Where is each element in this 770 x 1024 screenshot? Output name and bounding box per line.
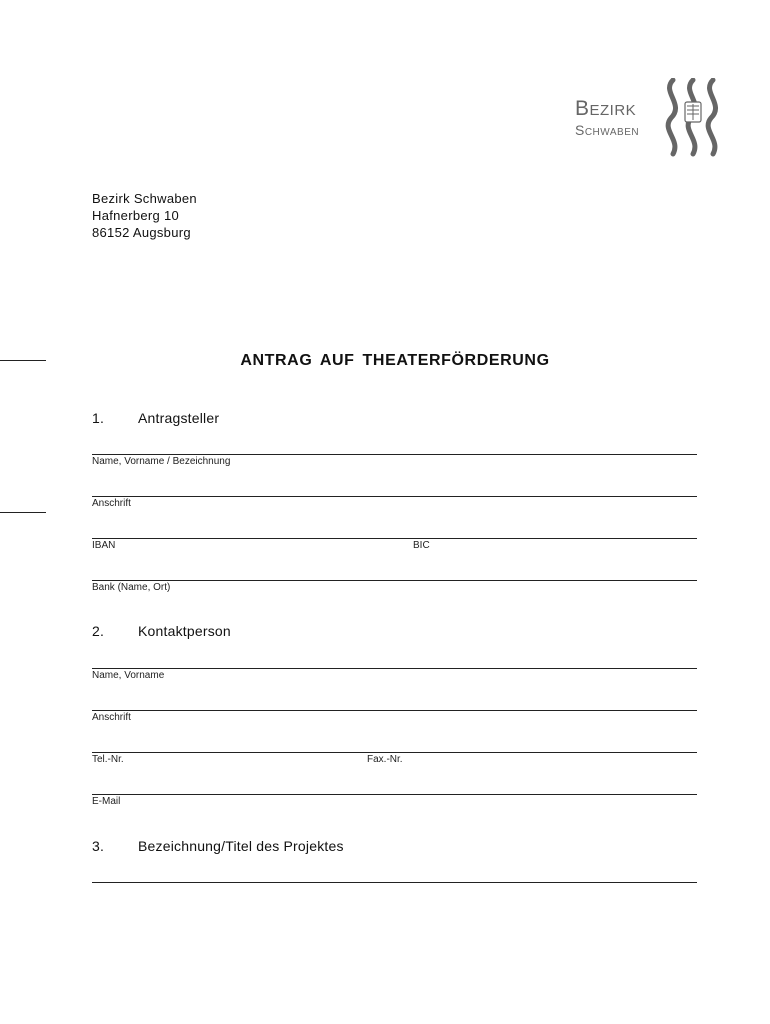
- document-title: ANTRAG AUF THEATERFÖRDERUNG: [240, 352, 550, 369]
- contact-phone-fax-line[interactable]: [92, 752, 697, 753]
- fold-mark-bottom: [0, 512, 46, 513]
- address-line-2: Hafnerberg 10: [92, 208, 180, 223]
- applicant-bank-label: Bank (Name, Ort): [92, 582, 171, 593]
- logo-line-schwaben: Schwaben: [575, 122, 640, 138]
- section-3-number: 3.: [92, 838, 105, 854]
- applicant-iban-label: IBAN: [92, 540, 116, 551]
- section-1-title: Antragsteller: [138, 410, 220, 426]
- applicant-bic-label: BIC: [413, 540, 430, 551]
- section-2-number: 2.: [92, 623, 105, 639]
- contact-address-label: Anschrift: [92, 712, 131, 723]
- applicant-name-label: Name, Vorname / Bezeichnung: [92, 456, 231, 467]
- section-3-heading: [92, 838, 344, 854]
- logo-wordmark: [575, 98, 639, 137]
- contact-email-line[interactable]: [92, 794, 697, 795]
- applicant-iban-bic-line[interactable]: [92, 538, 697, 539]
- project-title-line[interactable]: [92, 882, 697, 883]
- contact-email-label: E-Mail: [92, 796, 121, 807]
- applicant-bank-line[interactable]: [92, 580, 697, 581]
- logo-line-bezirk: Bezirk: [575, 97, 637, 120]
- section-2-heading: [92, 623, 231, 639]
- bezirk-schwaben-logo: [575, 78, 725, 158]
- section-1-number: 1.: [92, 410, 105, 426]
- address-line-3: 86152 Augsburg: [92, 225, 191, 240]
- applicant-address-label: Anschrift: [92, 498, 131, 509]
- section-1-heading: [92, 410, 219, 426]
- contact-name-line[interactable]: [92, 668, 697, 669]
- contact-name-label: Name, Vorname: [92, 670, 165, 681]
- recipient-address: [92, 190, 197, 241]
- applicant-name-line[interactable]: [92, 454, 697, 455]
- contact-fax-label: Fax.-Nr.: [367, 754, 403, 765]
- contact-address-line[interactable]: [92, 710, 697, 711]
- contact-phone-label: Tel.-Nr.: [92, 754, 124, 765]
- address-line-1: Bezirk Schwaben: [92, 191, 197, 206]
- section-3-title: Bezeichnung/Titel des Projektes: [138, 838, 344, 854]
- swirl-emblem-icon: [659, 78, 725, 158]
- applicant-address-line[interactable]: [92, 496, 697, 497]
- section-2-title: Kontaktperson: [138, 623, 231, 639]
